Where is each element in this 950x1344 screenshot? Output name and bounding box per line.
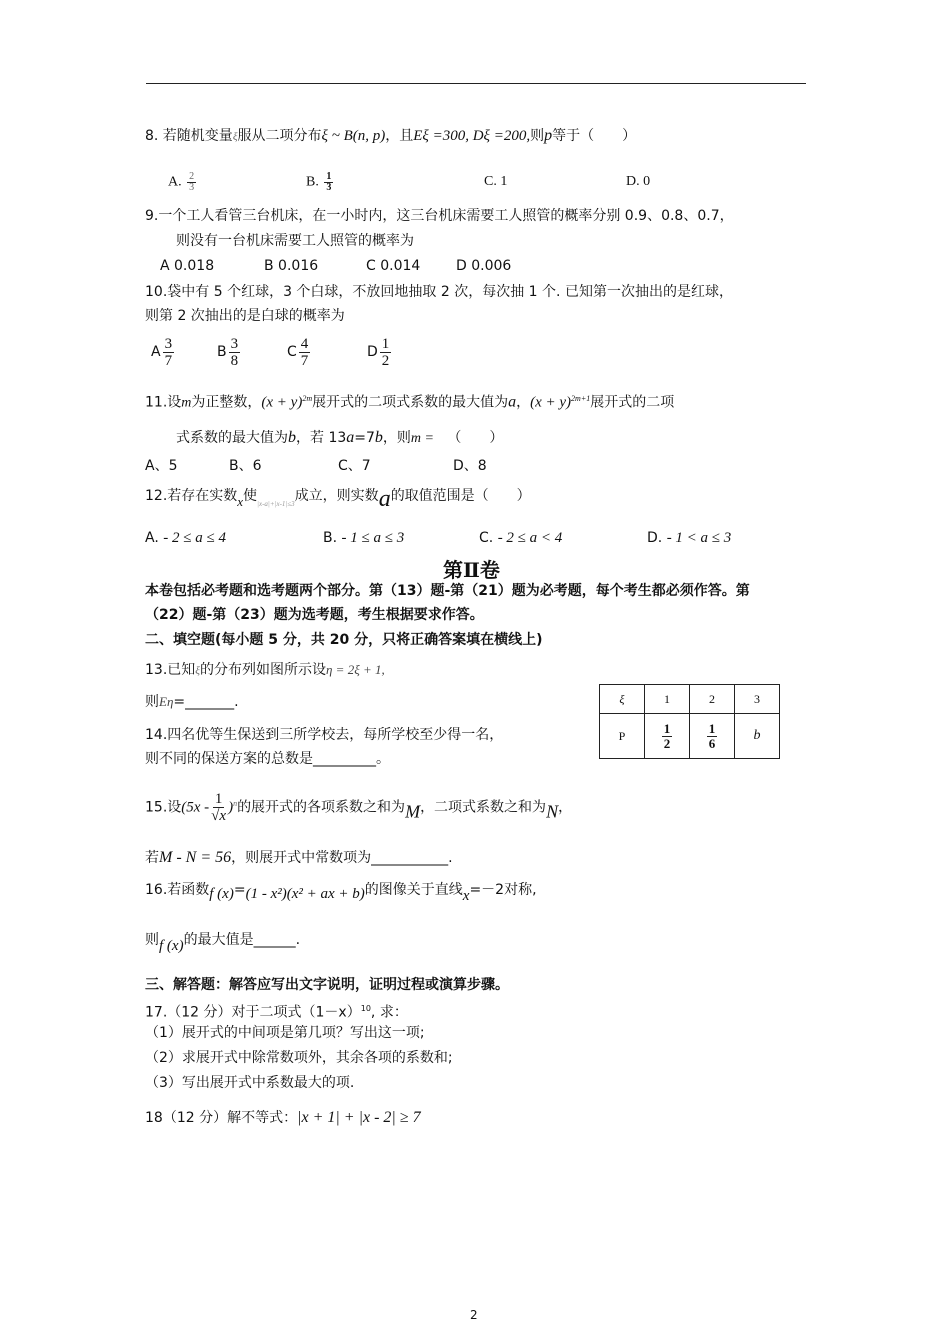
section-3-heading: 三、解答题：解答应写出文字说明，证明过程或演算步骤。 [145, 977, 509, 993]
q8-option-a: A. $\frac{2}{3}$ [168, 171, 195, 193]
question-11-line1: 11.设m为正整数，$(x + y)^{2m}$展开式的二项式系数的最大值为a，$(x + y)^{2m+1}$展开式的二项 [145, 393, 675, 411]
question-15-line2: 若M - N = 56，则展开式中常数项为___________. [145, 849, 453, 866]
table-cell: 1 [645, 685, 690, 714]
question-13-line2: 则Eη=_______. [145, 694, 239, 710]
table-cell: ξ [600, 685, 645, 714]
part-2-title: 第Ⅱ卷 [443, 558, 500, 582]
q17-item-1: （1）展开式的中间项是第几项？写出这一项; [145, 1025, 425, 1041]
q9-option-a: A 0.018 [160, 258, 215, 274]
part-2-intro-line1: 本卷包括必考题和选考题两个部分。第（13）题-第（21）题为必考题，每个考生都必须作答。第 [145, 583, 750, 599]
table-cell: $\frac{1}{6}$ [690, 714, 735, 759]
table-cell: P [600, 714, 645, 759]
question-10-line2: 则第 2 次抽出的是白球的概率为 [145, 308, 345, 324]
question-12: 12.若存在实数x使$_{|x-a|+|x-1|\le 3}$成立，则实数a的取值范围是（ ） [145, 486, 531, 512]
q8-option-c: C. 1 [484, 174, 508, 189]
question-13-line1: 13.已知ξ的分布列如图所示设η = 2ξ + 1, [145, 662, 385, 678]
question-16-line2: 则f (x)的最大值是______. [145, 932, 301, 954]
table-cell: b [735, 714, 780, 759]
table-cell: 3 [735, 685, 780, 714]
q17-item-2: （2）求展开式中除常数项外，其余各项的系数和; [145, 1050, 453, 1066]
question-8: 8. 若随机变量ξ服从二项分布ξ ~ B(n, p)，且Eξ =300, Dξ =200,则p等于（ ） [145, 127, 637, 144]
q12-option-b: B. - 1 ≤ a ≤ 3 [323, 530, 405, 546]
page-number: 2 [470, 1308, 478, 1322]
q11-option-c: C、7 [338, 458, 371, 474]
q11-option-d: D、8 [453, 458, 487, 474]
q11-option-b: B、6 [229, 458, 262, 474]
question-9-line2: 则没有一台机床需要工人照管的概率为 [176, 233, 414, 249]
q10-option-a: A $\frac{3}{7}$ [151, 335, 173, 369]
table-cell: 2 [690, 685, 735, 714]
question-16-line1: 16.若函数f (x)=(1 - x²)(x² + ax + b)的图像关于直线x=－2对称, [145, 882, 537, 904]
part-2-intro-line2: （22）题-第（23）题为选考题，考生根据要求作答。 [145, 607, 484, 623]
question-17: 17.（12 分）对于二项式$(1-x)^{10}$, 求： [145, 1004, 408, 1021]
section-2-heading: 二、填空题(每小题 5 分，共 20 分，只将正确答案填在横线上) [145, 632, 543, 648]
q17-item-3: （3）写出展开式中系数最大的项. [145, 1075, 355, 1091]
question-11-line2: 式系数的最大值为b，若 13a=7b，则m = （ ） [176, 429, 504, 446]
q12-option-a: A. - 2 ≤ a ≤ 4 [145, 530, 226, 546]
question-14-line1: 14.四名优等生保送到三所学校去，每所学校至少得一名， [145, 727, 504, 743]
table-cell: $\frac{1}{2}$ [645, 714, 690, 759]
question-14-line2: 则不同的保送方案的总数是_________。 [145, 751, 390, 767]
question-15-line1: 15.设(5x - $\frac{1}{√x}$ )$^n$的展开式的各项系数之和为M，二项式系数之和为N， [145, 791, 573, 825]
q9-option-d: D 0.006 [456, 258, 512, 274]
header-rule [146, 83, 806, 84]
question-18: 18（12 分）解不等式：|x + 1| + |x - 2| ≥ 7 [145, 1109, 421, 1126]
q8-option-d: D. 0 [626, 174, 651, 189]
q8-option-b: B. $\frac{1}{3}$ [306, 171, 332, 193]
q10-option-c: C $\frac{4}{7}$ [287, 335, 309, 369]
q11-option-a: A、5 [145, 458, 178, 474]
question-9-line1: 9.一个工人看管三台机床，在一小时内，这三台机床需要工人照管的概率分别 0.9、0.8、0.7， [145, 208, 734, 224]
q12-option-d: D. - 1 < a ≤ 3 [647, 530, 732, 546]
q10-option-d: D $\frac{1}{2}$ [367, 335, 390, 369]
distribution-table [599, 684, 780, 759]
q10-option-b: B $\frac{3}{8}$ [217, 335, 239, 369]
q12-option-c: C. - 2 ≤ a < 4 [479, 530, 563, 546]
question-10-line1: 10.袋中有 5 个红球，3 个白球，不放回地抽取 2 次，每次抽 1 个. 已知第一次抽出的是红球， [145, 284, 733, 300]
q9-option-c: C 0.014 [366, 258, 421, 274]
q9-option-b: B 0.016 [264, 258, 319, 274]
